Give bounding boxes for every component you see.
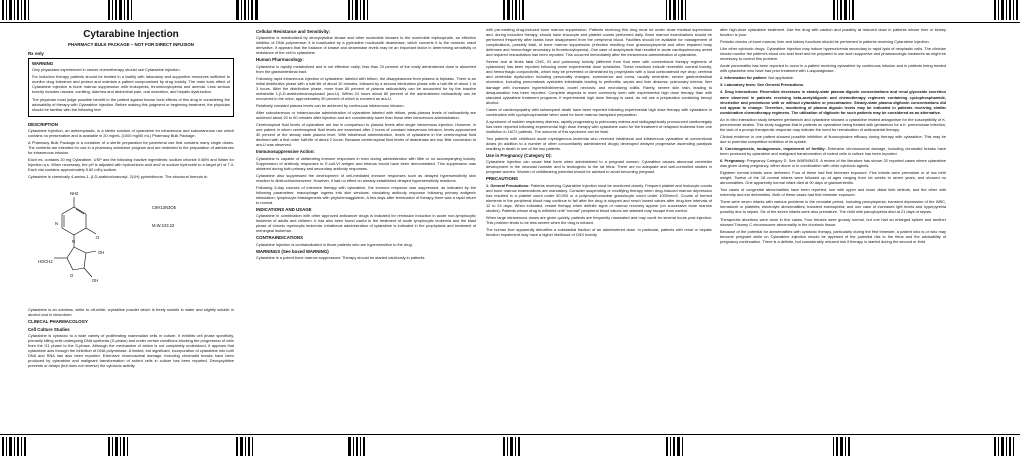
- paragraph-text: Extensive chromosomal damage, including chromatid breaks have been produced by cytarabine and malignant transformation of rodent cells in culture has been reported.: [720, 145, 946, 156]
- paragraph-text: Patients receiving Cytarabine Injection must be monitored closely. Frequent platelet and leukocyte counts and bone marrow examinations are mandatory. Consider suspending or modifying therapy when drug-induced marrow depression has resulted in a platelet count under 50,000 or a polymorphonuclear granulocyte count under 1000/mm3. Counts of formed elements in the peripheral blood may continue to fall after the drug is stopped and reach lowest values after drug-free intervals of 12 to 24 days. When indicated, restart therapy when definite signs of marrow recovery appear (on successive bone marrow studies). Patients whose drug is withheld until "normal" peripheral blood values are attained may escape from control.: [486, 182, 712, 213]
- section-heading: INDICATIONS AND USAGE: [256, 206, 312, 212]
- bottom-barcodes: [0, 436, 1020, 456]
- top-barcodes: [0, 0, 1020, 22]
- rx-only: Rx only: [28, 51, 44, 57]
- paragraph: [720, 82, 946, 87]
- subsection-heading: Cellular Resistance and Sensitivity:: [256, 29, 331, 34]
- document-title: Cytarabine Injection: [83, 29, 179, 40]
- molecular-weight: M.W.243.22: [152, 223, 175, 229]
- paragraph-text: Reversible decreases in steady-state plasma digoxin concentrations and renal glycoside excretion were observed in patients receiving beta-acetyldigoxin and chemotherapy regimens containing cyclophosphamide, vincristine and prednisone with or without cytarabine or procarbazine. Steady-state plasma digitoxin concentrations did not appear to change. Therefore, monitoring of plasma digoxin levels may be indicated in patients receiving similar combination chemotherapy regimens. The utilization of digitoxin for such patients may be considered as an alternative.: [720, 89, 946, 115]
- document-subtitle: PHARMACY BULK PACKAGE – NOT FOR DIRECT INFUSION: [68, 42, 194, 47]
- paragraph: [720, 158, 946, 168]
- atom-label: O: [70, 273, 74, 279]
- paragraph: after high-dose cytarabine treatment. Use the drug with caution and possibly at reduced dose in patients whose liver or kidney function is poor.: [720, 27, 946, 38]
- warning-text: For induction therapy patients should be treated in a facility with laboratory and supportive resources sufficient to monitor drug tolerance and protect and maintain a patient compromised by drug toxicity. The main toxic effect of Cytarabine Injection is bone marrow suppression with leukopenia, thrombocytopenia and anemia. Less serious toxicity includes nausea, vomiting, diarrhea and abdominal pain, oral ulceration, and hepatic dysfunction.: [32, 74, 230, 95]
- warning-text: Only physicians experienced in cancer chemotherapy should use Cytarabine Injection.: [32, 67, 181, 73]
- warning-text: The physician must judge possible benefit to the patient against known toxic effects of this drug in considering the advisability of therapy with Cytarabine Injection. Before making this judgment or beginning treatment, the physician should be familiar with the following text.: [32, 96, 230, 112]
- paragraph: A Pharmacy Bulk Package is a container of a sterile preparation for parenteral use that contains many single doses. The contents are intended for use in a pharmacy admixture program and are restricted to the preparation of admixtures for intravenous infusion.: [28, 139, 234, 156]
- column-2: [256, 27, 476, 427]
- numbered-label: 6. Pregnancy:: [720, 158, 746, 164]
- paragraph: Cytarabine also suppressed the development of cell-mediated immune responses such as delayed hypersensitivity skin reaction to dinitrochlorobenzene. However, it had no effect on already established delayed hypersensitivity reactions.: [256, 172, 476, 183]
- paragraph: Relatively constant plasma levels can be achieved by continuous intravenous infusion.: [256, 102, 405, 108]
- paragraph: Cases of cardiomyopathy with subsequent death have been reported following experimental high dose therapy with cytarabine in combination with cyclophosphamide when used for bone marrow transplant preparation.: [486, 106, 712, 117]
- paragraph: Cytarabine is chemically 4-amino-1- β-D-arabinofuranosyl- 2(1H)-pyrimidinone. The structural formula is:: [28, 174, 208, 180]
- paragraph: Cytarabine is metabolized by deoxycytidine kinase and other nucleotide kinases to the nucleotide triphosphate, an effective inhibitor of DNA polymerase; it is inactivated by a pyrimidine nucleoside deaminase, which converts it to the nontoxic uracil derivative. It appears that the balance of kinase and deaminase levels may be an important factor in determining sensitivity or resistance of the cell to cytarabine.: [256, 35, 476, 56]
- paragraph: A syndrome of sudden respiratory distress, rapidly progressing to pulmonary edema and radiographically pronounced cardiomegaly has been reported following experimental high dose therapy with cytarabine used for the treatment of relapsed leukemia from one institution in 16/72 patients. The outcome of this syndrome can be fatal.: [486, 118, 712, 134]
- paragraph: Clinical evidence in one patient showed possible inhibition of fluorocytosine efficacy during therapy with cytarabine. This may be due to potential competitive inhibition of its uptake.: [720, 133, 946, 144]
- paragraph: Cytarabine Injection, an antineoplastic, is a sterile solution of cytarabine for intravenous and subcutaneous use which contains no preservative and is available in 20 mg/mL (1000 mg/50 mL) Pharmacy Bulk Package.: [28, 127, 234, 138]
- paragraph: Two cases of congenital abnormalities have been reported, one with upper and lower distal limb defects, and the other with extremity and ear deformities. Both of these cases had first trimester exposure.: [720, 187, 946, 198]
- column-3: [486, 27, 712, 427]
- atom-label: OH: [92, 278, 99, 284]
- section-heading: PRECAUTIONS: [486, 176, 518, 182]
- paragraph: Each mL contains 20 mg Cytarabine, USP and the following inactive ingredients: sodium chloride 0.68% and Water for Injection q.s. When necessary, the pH is adjusted with hydrochloric acid and/ or sodium hydroxide to a target pH of 7.4. Each vial contains approximately 5.82 mEq sodium.: [28, 157, 234, 173]
- bottom-rule: [0, 434, 1020, 435]
- column-1: [28, 27, 234, 427]
- paragraph: Severe and at times fatal CNS, GI and pulmonary toxicity (different from that seen with conventional therapy regimens of cytarabine) has been reported following some experimental dose schedules. These reactions include reversible corneal toxicity, and hemorrhagic conjunctivitis, which may be prevented or diminished by prophylaxis with a local corticosteroid eye drop; cerebral and cerebellar dysfunction including personality changes, somnolence and coma, usually reversible; severe gastrointestinal ulceration, including pneumatosis cystoides intestinalis leading to peritonitis; sepsis and liver abscess; pulmonary edema; liver damage with increased hyperbilirubinemia; bowel necrosis; and necrotizing colitis. Rarely, severe skin rash, leading to desquamation has been reported. Complete alopecia is more commonly seen with experimental high dose therapy than with standard cytarabine treatment programs. If experimental high dose therapy is used, do not use a preparation containing benzyl alcohol.: [486, 59, 712, 105]
- paragraph: [486, 183, 712, 213]
- paragraph: Therapeutic abortions were done in five cases. Four fetuses were grossly normal, but one had an enlarged spleen and another showed Trisomy C chromosome abnormality in the chorionic tissue.: [720, 216, 946, 227]
- column-4: [720, 27, 946, 427]
- paragraph: Cytarabine is rapidly metabolized and is not effective orally; less than 20 percent of the orally administered dose is absorbed from the gastrointestinal tract.: [256, 63, 476, 74]
- section-heading: WARNINGS (See boxed WARNING): [256, 248, 329, 254]
- atom-label: O: [96, 235, 100, 241]
- paragraph: [720, 146, 946, 156]
- bottom-barcode-strip: [0, 436, 1020, 458]
- paragraph: with pre-existing drug-induced bone marrow suppression. Patients receiving this drug must be under close medical supervision and, during induction therapy, should have leucocyte and platelet counts performed daily. Bone marrow examinations should be performed frequently after blasts have disappeared from the peripheral blood. Facilities should be available for management of complications, possibly fatal, of bone marrow suppression (infection resulting from granulocytopenia and other impaired body defenses and hemorrhage secondary to thrombocytopenia). One case of anaphylaxis that resulted in acute cardiopulmonary arrest and required resuscitation has been reported. This occurred immediately after the intravenous administration of cytarabine.: [486, 27, 712, 58]
- subsection-heading: Cell Culture Studies: [28, 326, 70, 332]
- paragraph: Cytarabine Injection can cause fetal harm when administered to a pregnant woman. Cytarabine causes abnormal cerebellar development in the neonatal hamster and is teratogenic to the rat fetus. There are no adequate and well-controlled studies in pregnant women. Women of childbearing potential should be advised to avoid becoming pregnant.: [486, 159, 712, 175]
- structural-formula: [28, 181, 234, 303]
- atom-label: N: [72, 239, 76, 245]
- paragraph: Cytarabine in combination with other approved anticancer drugs is indicated for remission induction in acute non-lymphocytic leukemia of adults and children. It has also been found useful in the treatment of acute lymphocytic leukemia and the blast phase of chronic myelocytic leukemia. Intrathecal administration of cytarabine is indicated in the prophylaxis and treatment of meningeal leukemia.: [256, 213, 476, 234]
- paragraph: Periodic checks of bone marrow, liver and kidney functions should be performed in patients receiving Cytarabine Injection.: [720, 39, 930, 45]
- paragraph-text: See General Precautions.: [757, 82, 805, 88]
- boxed-warning: [28, 58, 234, 117]
- paragraph: Like other cytotoxic drugs, Cytarabine Injection may induce hyperuricemia secondary to rapid lysis of neoplastic cells. The clinician should monitor the patient's blood uric acid level and be prepared to use such supportive and pharmacologic measures as might be necessary to control this problem.: [720, 46, 946, 62]
- subsection-heading: Use in Pregnancy (Category D):: [486, 153, 552, 159]
- section-heading: CONTRAINDICATIONS: [256, 235, 303, 241]
- atom-label: OH: [98, 250, 105, 256]
- numbered-label: 2. Information for patient:: [720, 75, 768, 81]
- paragraph: [720, 75, 946, 80]
- paragraph: Two patients with childhood acute myelogenous leukemia who received intrathecal and intravenous cytarabine at conventional doses (in addition to a number of other concomitantly administered drugs) developed delayed progressive ascending paralysis resulting in death in one of the two patients.: [486, 135, 712, 152]
- paragraph: There were seven infants with various problems in the neonatal period, including pancytopenia; transient depression of the WBC, hematocrit or platelets; electrolyte abnormalities; transient eosinophilia; and one case of increased IgM levels and hyperpyrexia possibly due to sepsis. Six of the seven infants were also premature. The child with pancytopenia died at 21 days of sepsis.: [720, 199, 946, 215]
- top-barcode-strip: [0, 0, 1020, 22]
- paragraph: Following 5-day courses of intensive therapy with cytarabine, the immune response was suppressed, as indicated by the following parameters: macrophage ingress into skin windows; circulating antibody response following primary antigenic stimulation; lymphocyte blastogenesis with phytohemagglutinin. A few days after termination of therapy there was a rapid return to normal.: [256, 184, 476, 205]
- paragraph: The human liver apparently detoxifies a substantial fraction of an administered dose. In particular, patients with renal or hepatic function impairment may have a higher likelihood of CNS toxicity: [486, 227, 712, 238]
- molecular-formula: C9H13N3O5: [152, 205, 176, 211]
- section-heading: CLINICAL PHARMACOLOGY: [28, 319, 88, 325]
- paragraph: Following rapid intravenous injection of cytarabine, labeled with tritium, the disappearance from plasma is biphasic. There is an initial distributive phase with a half-life of about 10 minutes, followed by a second elimination phase with a half-life of about 1 to 3 hours. After the distributive phase, more than 80 percent of plasma radioactivity can be accounted for by the inactive metabolite 1-β-D-arabinofuranosyluracil (ara-U). Within 24 hours about 80 percent of the administered radioactivity can be recovered in the urine, approximately 90 percent of which is excreted as ara-U.: [256, 75, 476, 101]
- paragraph: [720, 89, 946, 114]
- paragraph: Cytarabine Injection is contraindicated in those patients who are hypersensitive to the drug.: [256, 241, 413, 247]
- paragraph: Cytarabine is cytotoxic to a wide variety of proliferating mammalian cells in culture. It exhibits cell phase specificity, primarily killing cells undergoing DNA synthesis (S-phase) and under certain conditions blocking the progression of cells from the G1 phase to the S-phase. Although the mechanism of action is not completely understood, it appears that cytarabine acts through the inhibition of DNA polymerase. A limited, but significant, incorporation of cytarabine into both DNA and RNA has also been reported. Extensive chromosomal damage, including chromatid breaks have been produced by cytarabine and malignant transformation of rodent cells in culture has been reported. Deoxycytidine prevents or delays (but does not reverse) the cytotoxic activity.: [28, 332, 234, 369]
- numbered-label: 4. Drug interactions:: [720, 89, 759, 95]
- numbered-label: 1. General Precautions:: [486, 182, 530, 188]
- warning-heading: WARNING: [32, 61, 54, 67]
- subsection-heading: Immunosuppressive Action:: [256, 149, 315, 155]
- subsection-heading: Human Pharmacology:: [256, 57, 304, 63]
- atom-label: HOCH2: [38, 259, 53, 265]
- paragraph: Acute pancreatitis has been reported to occur in a patient receiving cytarabine by continuous infusion and in patients being treated with cytarabine who have had prior treatment with L-asparaginase.: [720, 63, 946, 74]
- paragraph: An in vitro interaction study between gentamicin and cytarabine showed a cytarabine related antagonism for the susceptibility of K. pneumoniae strains. This study suggests that in patients on cytarabine being treated with gentamicin for a K. pneumoniae infection, the lack of a prompt therapeutic response may indicate the need for reevaluation of antibacterial therapy.: [720, 116, 946, 132]
- paragraph: Cerebrospinal fluid levels of cytarabine are low in comparison to plasma levels after single intravenous injection. However, in one patient in whom cerebrospinal fluid levels are examined after 2 hours of constant intravenous infusion, levels approached 40 percent of the steady state plasma level. With intrathecal administration, levels of cytarabine in the cerebrospinal fluid declined with a first order half-life of about 2 hours. Because cerebrospinal fluid levels of deaminase are low, little conversion to ara-U was observed.: [256, 122, 476, 148]
- numbered-label: 5. Carcinogenesis, mutagenesis, impairment of fertility:: [720, 145, 826, 151]
- numbered-label: 3. Laboratory tests:: [720, 82, 757, 88]
- paragraph: When large intravenous doses are given quickly, patients are frequently nauseated and may vomit for several hours post injection. This problem tends to be less severe when the drug is infused.: [486, 214, 712, 225]
- paragraph-text: Not applicable.: [768, 75, 794, 81]
- paragraph: Cytarabine is a potent bone marrow suppressant. Therapy should be started cautiously in patients: [256, 254, 425, 260]
- atom-label: N: [55, 221, 59, 227]
- paragraph: After subcutaneous or intramuscular administration of cytarabine labeled with tritium, peak-plasma levels of radioactivity are achieved about 20 to 60 minutes after injection and are considerably lower than those after intravenous administration.: [256, 109, 476, 121]
- top-rule: [0, 22, 1020, 23]
- paragraph: Cytarabine is an odorless, white to off-white, crystalline powder which is freely soluble in water and slightly soluble in alcohol and in chloroform.: [28, 307, 234, 318]
- paragraph: Eighteen normal infants were delivered. Four of these had first trimester exposure. Five infants were premature or of low birth weight. Twelve of the 18 normal infants were followed up at ages ranging from six weeks to seven years, and showed no abnormalities. One apparently normal infant died at 90 days of gastroenteritis.: [720, 170, 946, 186]
- paragraph: Because of the potential for abnormalities with cytotoxic therapy, particularly during the first trimester, a patient who is or who may become pregnant while on Cytarabine Injection should be apprised of the potential risk to the fetus and the advisability of pregnancy continuation. There is a definite, but considerably reduced risk if therapy is started during the second or third: [720, 228, 946, 244]
- paragraph-text: Pregnancy Category D. See WARNINGS. A review of the literature has shown 32 reported cases where cytarabine was given during pregnancy, either alone or in combination with other cytotoxic agents.: [720, 158, 946, 169]
- section-heading: DESCRIPTION: [28, 121, 59, 127]
- paragraph: Cytarabine is capable of obliterating immune responses in man during administration with little or no accompanying toxicity. Suppression of antibody responses to E-coli-VI antigen and tetanus toxoid have been demonstrated. This suppression was obtained during both primary and secondary antibody responses.: [256, 155, 476, 171]
- atom-label: NH2: [70, 191, 79, 197]
